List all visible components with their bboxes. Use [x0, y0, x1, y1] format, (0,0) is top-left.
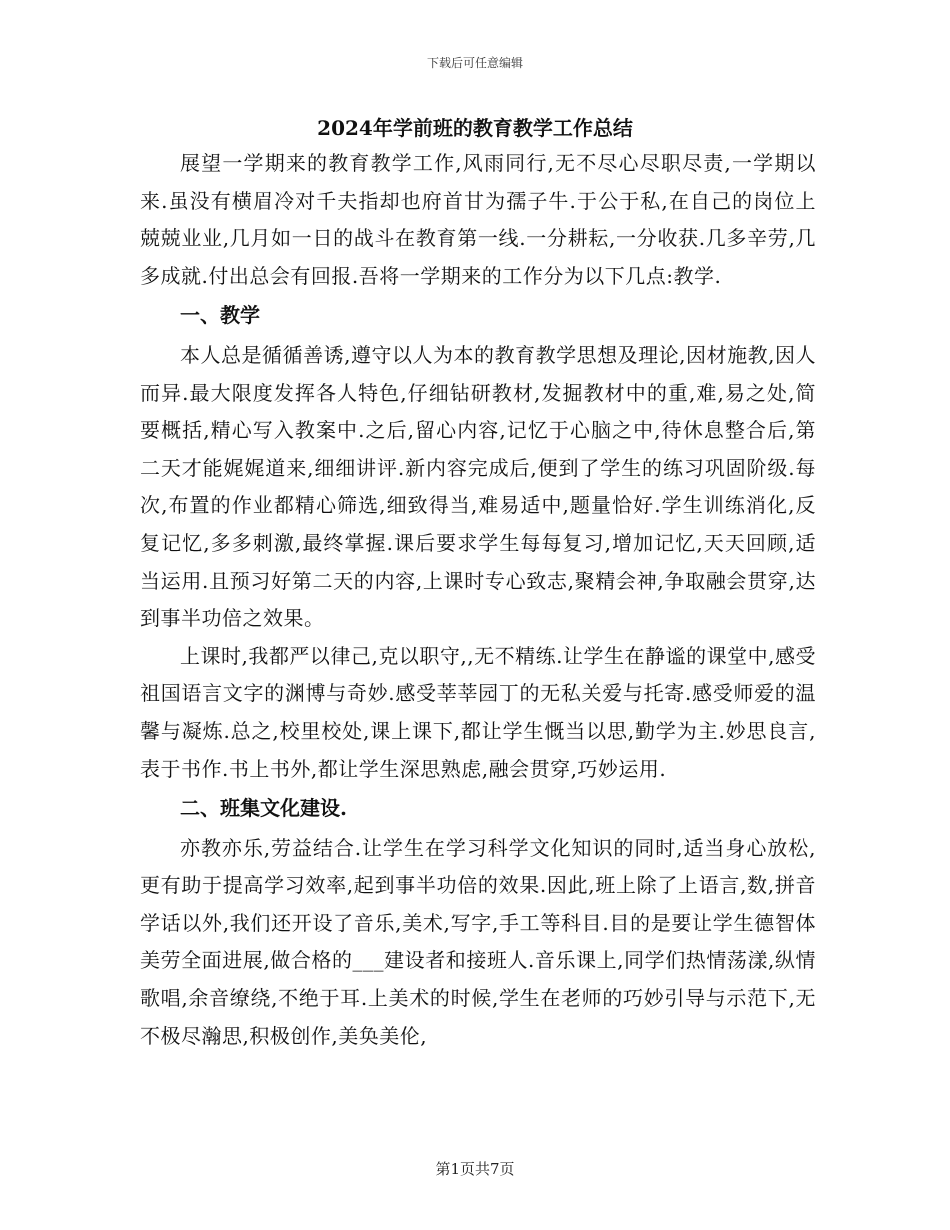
teaching-paragraph-1: 本人总是循循善诱,遵守以人为本的教育教学思想及理论,因材施教,因人而异.最大限度发挥各人特色,仔细钻研教材,发掘教材中的重,难,易之处,简要概括,精心写入教案中.之后,留心内容,记忆于心脑之中,待休息整合后,第二天才能娓娓道来,细细讲评.新内容完成后,便到了学生的练习巩固阶级.每次,布置的作业都精心筛选,细致得当,难易适中,题量恰好.学生训练消化,反复记忆,多多刺激,最终掌握.课后要求学生每每复习,增加记忆,天天回顾,适当运用.且预习好第二天的内容,上课时专心致志,聚精会神,争取融会贯穿,达到事半功倍之效果。 — [140, 342, 816, 631]
teaching-paragraph-2: 上课时,我都严以律己,克以职守,,无不精练.让学生在静谧的课堂中,感受祖国语言文字的渊博与奇妙.感受莘莘园丁的无私关爱与托寄.感受师爱的温馨与凝炼.总之,校里校处,课上课下,都让学生慨当以思,勤学为主.妙思良言,表于书作.书上书外,都让学生深思熟虑,融会贯穿,巧妙运用. — [140, 643, 816, 781]
intro-paragraph: 展望一学期来的教育教学工作,风雨同行,无不尽心尽职尽责,一学期以来.虽没有横眉冷对千夫指却也府首甘为孺子牛.于公于私,在自己的岗位上兢兢业业,几月如一日的战斗在教育第一线.一分耕耘,一分收获.几多辛劳,几多成就.付出总会有回报.吾将一学期来的工作分为以下几点:教学. — [140, 151, 816, 288]
section-heading-class-culture: 二、班集文化建设. — [180, 796, 347, 821]
document-body — [140, 145, 816, 1055]
section-heading-teaching: 一、教学 — [180, 303, 260, 328]
document-title: 2024年学前班的教育教学工作总结 — [317, 116, 633, 140]
class-culture-paragraph-1: 亦教亦乐,劳益结合.让学生在学习科学文化知识的同时,适当身心放松,更有助于提高学习效率,起到事半功倍的效果.因此,班上除了上语言,数,拼音学话以外,我们还开设了音乐,美术,写字,手工等科目.目的是要让学生德智体美劳全面进展,做合格的___建设者和接班人.音乐课上,同学们热情荡漾,纵情歌唱,余音缭绕,不绝于耳.上美术的时候,学生在老师的巧妙引导与示范下,无不极尽瀚思,积极创作,美奂美伦, — [140, 835, 816, 1048]
page-indicator: 第1页共7页 — [435, 1160, 515, 1178]
header-note: 下载后可任意编辑 — [426, 56, 523, 70]
